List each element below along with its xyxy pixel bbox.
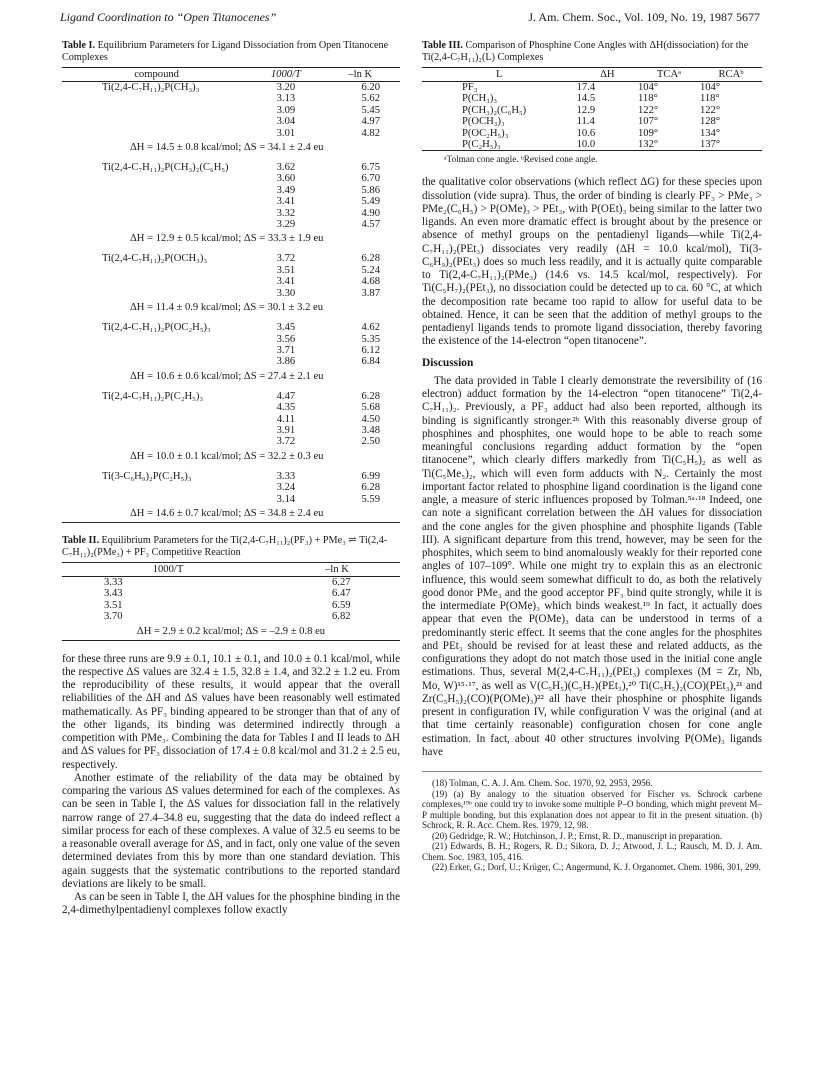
table-row (62, 425, 400, 436)
table2-header-lnk: –ln K (274, 562, 400, 576)
references (422, 771, 762, 873)
inverse-temp-cell: 3.70 (104, 611, 123, 623)
table-row (422, 105, 762, 116)
reference-entry: (22) Erker, G.; Dorf, U.; Krüger, C.; Angermund, K. J. Organomet. Chem. 1986, 301, 299. (432, 862, 761, 873)
rca-cell: 137° (700, 139, 762, 151)
table-row (62, 600, 400, 611)
inverse-temp-cell: 3.04 (276, 116, 296, 128)
table-row (422, 139, 762, 151)
lnk-cell: 5.62 (361, 93, 380, 105)
lnk-cell: 4.62 (361, 322, 380, 334)
thermo-summary: ΔH = 10.6 ± 0.6 kcal/mol; ΔS = 27.4 ± 2.1 eu (130, 370, 324, 382)
running-head (60, 10, 760, 28)
paragraph: As can be seen in Table I, the ΔH values for the phosphine binding in the 2,4-dimethylpentadienyl complexes follow exactly (62, 891, 400, 917)
table2-caption: Table II. Equilibrium Parameters for the Ti(2,4-C₇H₁₁)₂(PF₃) + PMe₃ ⇌ Ti(2,4-C₇H₁₁)₂(PMe₃) + PF₃ Competitive Reaction (62, 534, 388, 558)
table3 (422, 67, 762, 151)
right-body-text (422, 176, 762, 759)
lnk-cell: 5.68 (361, 402, 380, 414)
summary-row (62, 623, 400, 641)
summary-row (62, 448, 400, 465)
dh-cell: 14.5 (576, 93, 596, 105)
inverse-temp-cell: 3.01 (276, 127, 296, 139)
table-row (62, 288, 400, 299)
inverse-temp-cell: 3.62 (276, 162, 296, 174)
lnk-cell: 6.12 (361, 344, 380, 356)
inverse-temp-cell: 3.71 (276, 344, 296, 356)
lnk-cell: 6.70 (361, 173, 380, 185)
rca-cell: 122° (699, 104, 721, 116)
lnk-cell: 5.35 (361, 333, 380, 345)
compound-name: Ti(2,4-C₇H₁₁)₂P(CH₃)₃ (102, 82, 200, 93)
lnk-cell: 5.59 (361, 493, 380, 505)
ligand-cell: P(OCH₃)₃ (462, 116, 505, 128)
table-row (62, 345, 400, 356)
lnk-cell: 4.90 (361, 207, 380, 219)
table3-header-ligand: L (422, 68, 577, 82)
inverse-temp-cell: 3.09 (276, 104, 296, 116)
lnk-cell: 6.84 (361, 356, 380, 368)
thermo-summary: ΔH = 2.9 ± 0.2 kcal/mol; ΔS = –2.9 ± 0.8 eu (62, 623, 400, 641)
table3-header-dh: ΔH (577, 68, 638, 82)
table-row (62, 208, 400, 219)
table3-header-rca: RCAᵇ (700, 68, 762, 82)
tca-cell: 122° (638, 104, 659, 116)
table-row (62, 185, 400, 196)
inverse-temp-cell: 3.29 (276, 219, 296, 231)
table-row (62, 253, 400, 264)
paragraph: the qualitative color observations (which reflect ΔG) for these species upon dissolution (vide supra). Thus, the order of binding is clearly PF₃ > PMe₃ > PMe₂(C₆H₅) > P(OMe)₃ > PEt₃, with P(OEt)₃ being similar to the latter two ligands. An even more dramatic effect is brought about by the presence or absence of methyl groups on the pentadienyl ligands—while Ti(2,4-C₇H₁₁)₂(PEt₃) dissociates very readily (ΔH = 10.0 kcal/mol), Ti(3-C₆H₉)₂(PEt₃) does so much less readily, and it is actually quite comparable to Ti(2,4-C₇H₁₁)₂(PMe₃) (14.6 vs. 14.5 kcal/mol, respectively). For Ti(C₅H₇)₂(PEt₃), no dissociation could be detected up to ca. 60 °C, at which the decomposition rate became too rapid to allow for useful data to be obtained. Hence, it can be seen that the addition of methyl groups to the pentadienyl ligands tends to promote ligand dissociation, thereby favoring the existence of the 14-electron “open titanocene”. (422, 176, 762, 348)
inverse-temp-cell: 4.47 (276, 390, 296, 402)
table-row (62, 162, 400, 173)
table-row (62, 494, 400, 505)
summary-row (62, 139, 400, 156)
summary-row (62, 230, 400, 247)
lnk-cell: 3.48 (361, 424, 380, 436)
lnk-cell: 6.75 (361, 162, 380, 174)
table-row (62, 414, 400, 425)
table3-footnote: ᵃTolman cone angle. ᵇRevised cone angle. (444, 154, 598, 165)
lnk-cell: 2.50 (361, 436, 380, 448)
lnk-cell: 4.57 (361, 219, 380, 231)
left-body-text (62, 653, 400, 918)
lnk-cell: 6.27 (332, 576, 351, 588)
rca-cell: 128° (699, 116, 721, 128)
table-row (62, 402, 400, 413)
table-row (62, 611, 400, 622)
right-column (422, 40, 762, 873)
inverse-temp-cell: 3.60 (276, 173, 296, 185)
lnk-cell: 6.28 (361, 253, 380, 265)
lnk-cell: 6.47 (332, 588, 351, 600)
thermo-summary: ΔH = 12.9 ± 0.5 kcal/mol; ΔS = 33.3 ± 1.9 eu (130, 233, 324, 245)
compound-name: Ti(3-C₆H₉)₂P(C₂H₅)₃ (102, 470, 192, 482)
paragraph: The data provided in Table I clearly demonstrate the reversibility of (16 electron) adduct formation by the 14-electron “open titanocene” Ti(2,4-C₇H₁₁)₂. Previously, a PF₃ adduct had also been reported, although its binding is significantly stronger.²ᵇ With this reasonably diverse group of phosphines and phosphites, one would hope to be able to reach some meaningful conclusions regarding adduct formation by the “open titanocene”, which clearly differs markedly from Ti(C₅H₅)₂ as well as Ti(C₅Me₅)₂, which will even form adducts with N₂. Certainly the most important factor related to phosphine ligand coordination is the ligand cone angle, a measure of steric influences proposed by Tolman.⁵ᵃ·¹⁸ Indeed, one can note a significant correlation between the ΔH values for dissociation and the cone angles for the given phosphine and phosphite ligands (Table III). A significant departure from this trend, however, may be seen for the phosphites, which seem to bind anomalously weakly for their reported cone angles of 107–109°. While one might try to explain this as an electronic influence, this would seem somewhat difficult to do, as both the relatively good donor PMe₃ and the good acceptor PF₃ bind quite strongly, while it is the intermediate P(OMe)₃ which binds weakest.¹⁹ In fact, it actually does appear that even the P(OMe)₃ data can be understood in terms of a predominantly steric effect. It seems that the cone angles for the phosphites and PEt₃ should be revised for at least these and related adducts, as the configurations they adopt do not match those used in the initial cone angle estimations. Thus, several M(2,4-C₇H₁₁)₂(PEt₃) complexes (M = Zr, Nb, Mo, W)¹⁵·¹⁷, as well as V(C₅H₅)(C₅H₇)(PEt₃),²⁰ Ti(C₅H₅)₂(CO)(PEt₃),²¹ and Zr(C₅H₅)₂(CO)(P(OMe)₃)²² all have their phosphine or phosphite ligands present in configuration IV, while configuration V was the original (and at that time certainly reasonable) configuration chosen for cone angle estimation. In fact, about 40 other structures involving P(OMe)₃ ligands have (422, 374, 762, 758)
inverse-temp-cell: 3.33 (276, 470, 296, 482)
table-row (62, 576, 400, 588)
summary-row (62, 368, 400, 385)
table-row (62, 356, 400, 367)
inverse-temp-cell: 3.32 (276, 207, 296, 219)
paragraph: Another estimate of the reliability of the data may be obtained by comparing the various ΔS values determined for each of the complexes. As can be seen in Table I, the ΔS values for dissociation fall in the relatively narrow range of 27.4–34.8 eu, suggesting that the data do indeed reflect a similar process for each of these complexes. A value of 32.5 eu seems to be a reasonable overall average for ΔS, and in fact, only one value of the seven determined deviates from this by more than one standard deviation. This again suggests that the systematic contributions to the reported standard deviations are likely to be small. (62, 771, 400, 890)
inverse-temp-cell: 4.35 (276, 402, 296, 414)
table1-header-compound: compound (62, 68, 251, 82)
ligand-cell: P(CH₃)₂(C₆H₅) (462, 104, 527, 116)
ligand-cell: P(CH₃)₃ (462, 93, 498, 105)
inverse-temp-cell: 3.86 (276, 356, 296, 368)
lnk-cell: 5.45 (361, 104, 380, 116)
lnk-cell: 5.86 (361, 184, 380, 196)
table-row (62, 93, 400, 104)
inverse-temp-cell: 3.13 (276, 93, 296, 105)
reference-entry: (20) Gedridge, R. W.; Hutchinson, J. P.; Ernst, R. D., manuscript in preparation. (432, 830, 723, 841)
dh-cell: 11.4 (576, 116, 595, 128)
table-row (62, 482, 400, 493)
table-row (62, 265, 400, 276)
rca-cell: 104° (699, 82, 721, 93)
inverse-temp-cell: 4.11 (276, 413, 295, 425)
lnk-cell: 6.20 (361, 82, 380, 93)
thermo-summary: ΔH = 14.6 ± 0.7 kcal/mol; ΔS = 34.8 ± 2.4 eu (62, 505, 400, 523)
inverse-temp-cell: 3.30 (276, 287, 296, 299)
ligand-cell: P(OC₂H₅)₃ (462, 127, 509, 139)
thermo-summary: ΔH = 14.5 ± 0.8 kcal/mol; ΔS = 34.1 ± 2.4 eu (130, 142, 324, 154)
inverse-temp-cell: 3.72 (276, 436, 296, 448)
table1-header-lnk: –ln K (321, 68, 400, 82)
inverse-temp-cell: 3.24 (276, 482, 296, 494)
reference-entry: (21) Edwards, B. H.; Rogers, R. D.; Sikora, D. J.; Atwood, J. L.; Rausch, M. D. J. Am. Chem. Soc. 1983, 105, 416. (422, 841, 762, 862)
section-heading: Discussion (422, 356, 474, 369)
dh-cell: 10.6 (576, 127, 596, 139)
inverse-temp-cell: 3.14 (276, 493, 296, 505)
lnk-cell: 6.82 (332, 611, 351, 623)
lnk-cell: 3.87 (361, 287, 380, 299)
tca-cell: 132° (638, 139, 700, 151)
journal-citation: J. Am. Chem. Soc., Vol. 109, No. 19, 1987 5677 (528, 10, 760, 24)
lnk-cell: 4.68 (361, 276, 380, 288)
lnk-cell: 6.59 (332, 599, 351, 611)
tca-cell: 109° (638, 127, 659, 139)
summary-row (62, 299, 400, 316)
inverse-temp-cell: 3.41 (276, 276, 296, 288)
table-row (62, 391, 400, 402)
dh-cell: 12.9 (576, 104, 596, 116)
table-row (62, 82, 400, 94)
lnk-cell: 4.50 (361, 413, 380, 425)
compound-name: Ti(2,4-C₇H₁₁)₂P(C₂H₅)₃ (102, 390, 204, 402)
table-row (62, 322, 400, 333)
table-row (62, 105, 400, 116)
inverse-temp-cell: 3.49 (276, 184, 296, 196)
inverse-temp-cell: 3.33 (104, 576, 123, 588)
table-row (62, 116, 400, 127)
running-title: Ligand Coordination to “Open Titanocenes” (60, 10, 277, 24)
table-row (62, 471, 400, 482)
inverse-temp-cell: 3.51 (104, 599, 123, 611)
lnk-cell: 5.24 (361, 264, 380, 276)
ligand-cell: PF₃ (462, 82, 478, 93)
inverse-temp-cell: 3.72 (276, 253, 296, 265)
inverse-temp-cell: 3.91 (276, 424, 296, 436)
table-row (62, 173, 400, 184)
inverse-temp-cell: 3.56 (276, 333, 296, 345)
table-row (62, 219, 400, 230)
table-row (62, 128, 400, 139)
inverse-temp-cell: 3.41 (276, 196, 296, 208)
dh-cell: 10.0 (577, 139, 638, 151)
left-column (62, 40, 400, 918)
lnk-cell: 6.99 (361, 470, 380, 482)
lnk-cell: 4.97 (361, 116, 380, 128)
compound-name: Ti(2,4-C₇H₁₁)₂P(OCH₃)₃ (102, 253, 208, 265)
summary-row (62, 505, 400, 523)
table-row (62, 196, 400, 207)
inverse-temp-cell: 3.51 (276, 264, 296, 276)
table3-caption: Table III. Comparison of Phosphine Cone Angles with ΔH(dissociation) for the Ti(2,4-C₇H₁₁)₂(L) Complexes (422, 40, 749, 63)
lnk-cell: 4.82 (361, 127, 380, 139)
reference-entry: (19) (a) By analogy to the situation observed for Fischer vs. Schrock carbene complexes,¹⁹ᵇ one could try to invoke some multiple P–O bonding, which might prevent M–P multiple bonding, but this explanation does not appear to fit in the present situation. (b) Schrock, R. R. Acc. Chem. Res. 1979, 12, 98. (422, 788, 762, 831)
rca-cell: 134° (699, 127, 721, 139)
table-row (422, 93, 762, 104)
lnk-cell: 6.28 (361, 390, 380, 402)
tca-cell: 104° (638, 82, 659, 93)
compound-name: Ti(2,4-C₇H₁₁)₂P(OC₂H₅)₃ (102, 322, 211, 334)
table-row (62, 276, 400, 287)
table-row (62, 436, 400, 447)
tca-cell: 118° (638, 93, 658, 105)
table2 (62, 562, 400, 641)
table-row (422, 128, 762, 139)
inverse-temp-cell: 3.45 (276, 322, 296, 334)
inverse-temp-cell: 3.43 (104, 588, 123, 600)
lnk-cell: 6.28 (361, 482, 380, 494)
table2-header-inverse-temp: 1000/T (62, 562, 274, 576)
table1-caption: Table I. Equilibrium Parameters for Ligand Dissociation from Open Titanocene Complexes (62, 40, 389, 63)
table3-header-tca: TCAᵃ (638, 68, 700, 82)
table-row (62, 334, 400, 345)
table-row (62, 588, 400, 599)
dh-cell: 17.4 (576, 82, 596, 93)
inverse-temp-cell: 3.20 (276, 82, 296, 93)
table1 (62, 67, 400, 523)
tca-cell: 107° (638, 116, 659, 128)
table-row (422, 82, 762, 94)
reference-entry: (18) Tolman, C. A. J. Am. Chem. Soc. 1970, 92, 2953, 2956. (432, 778, 653, 789)
compound-name: Ti(2,4-C₇H₁₁)₂P(CH₃)₂(C₆H₅) (102, 162, 229, 174)
paragraph: for these three runs are 9.9 ± 0.1, 10.1 ± 0.1, and 10.0 ± 0.1 kcal/mol, while the respective ΔS values are 32.4 ± 1.5, 32.8 ± 1.4, and 32.2 ± 1.2 eu. From the reproducibility of these results, it would appear that the overall reliabilities of the ΔH and ΔS values have been reasonably well estimated mathematically. As PF₃ binding appeared to be stronger than that of any of the other ligands, its binding was determined indirectly through a competition with PMe₃. Combining the data for Tables I and II leads to ΔH and ΔS values for PF₃ dissociation of 17.4 ± 0.8 kcal/mol and 31.2 ± 2.5 eu, respectively. (62, 652, 400, 771)
ligand-cell: P(C₂H₅)₃ (422, 139, 577, 151)
table-row (422, 116, 762, 127)
rca-cell: 118° (699, 93, 720, 105)
thermo-summary: ΔH = 10.0 ± 0.1 kcal/mol; ΔS = 32.2 ± 0.3 eu (130, 450, 324, 462)
table1-header-inverse-temp: 1000/T (251, 68, 320, 82)
lnk-cell: 5.49 (361, 196, 380, 208)
thermo-summary: ΔH = 11.4 ± 0.9 kcal/mol; ΔS = 30.1 ± 3.2 eu (130, 302, 324, 314)
